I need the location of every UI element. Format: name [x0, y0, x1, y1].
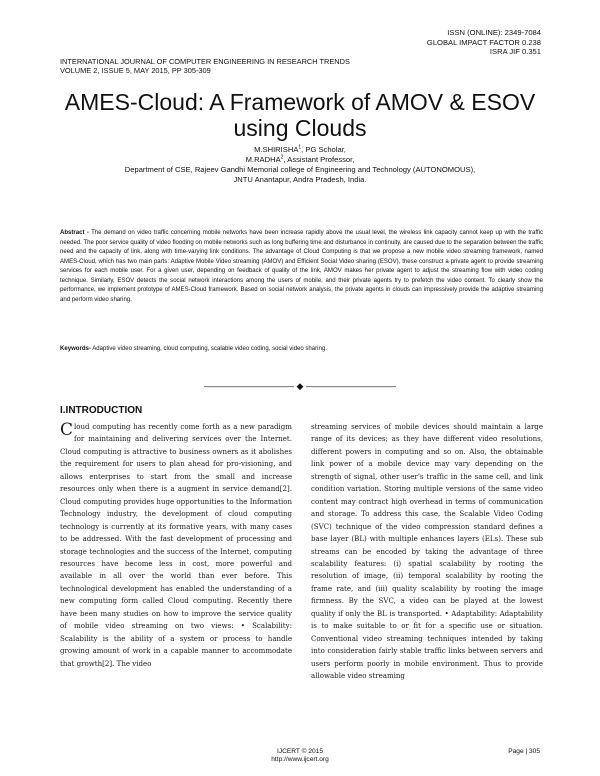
journal-info: [60, 57, 350, 76]
footer-copyright: IJCERT © 2015: [276, 748, 324, 755]
affiliation-2: JNTU Anantapur, Andra Pradesh, India.: [233, 175, 367, 184]
keywords-label: Keywords-: [60, 346, 91, 352]
abstract-text: The demand on video traffic concerning mobile networks have been increase rapidly above the usual level, the wireless link capacity cannot keep up with the traffic needed. The poor service quality of video flooding on mobile networks such as long buffering time and disturbance in continuity, are caused due to the separation between the traffic need and the capacity of link, along with time-varying link conditions. The advantage of Cloud Computing is that we propose a new mobile video streaming framework, named AMES-Cloud, which has two main parts: Adaptive Mobile Video streaming (AMOV) and Efficient Social Video sharing (ESOV), these construct a private agent to provide streaming services for each mobile user. For a given user, depending on feedback of quality of the link, AMOV makes her private agent to adjust the streaming flow with video coding technique. Similarly, ESOV detects the social network interactions among the users of mobile, and their private agents try to prefetch the video content. To clearly show the performance, we implement prototype of AMES-Cloud framework. Based on social network analysis, the private agents in clouds can impressively provide the adaptive streaming and perform video sharing.: [60, 230, 543, 303]
keywords: [60, 345, 543, 354]
impact-factor-text: GLOBAL IMPACT FACTOR 0.238: [426, 37, 541, 47]
affiliation-1: Department of CSE, Rajeev Gandhi Memorial college of Engineering and Technology (AUTONOMOUS),: [124, 165, 476, 174]
intro-paragraph-left: [60, 421, 292, 670]
author-1: [0, 145, 600, 155]
right-column-text: streaming services of mobile devices should maintain a large range of its devices; as they have different video resolutions, different powers in computing and so on. Also, the obtainable link power of a mobile device may vary depending on the strength of signal, other user’s traffic in the same cell, and link condition variation. Storing multiple versions of the same video content may contract high overhead in terms of communication and storage. To address this case, the Scalable Video Coding (SVC) technique of the video compression standard defines a base layer (BL) with multiple enhances layers (ELs). These sub streams can be encoded by taking the advantage of three scalability features: (i) spatial scalability by rooting the resolution of image, (ii) temporal scalability by rooting the frame rate, and (iii) quality scalability by rooting the image firmness. By the SVC, a video can be played at the lowest quality if only the BL is transported. • Adaptability: Adaptability is to make suitable to or fit for a specific use or situation. Conventional video streaming techniques intended by taking into consideration fairly stable traffic links between servers and users perform poorly in mobile environment. Thus to provide allowable video streaming: [311, 422, 543, 681]
keywords-text: Adaptive video streaming, cloud computing, scalable video coding, social video sharing.: [90, 346, 327, 352]
author-2: [0, 155, 600, 165]
journal-metrics: [427, 28, 541, 57]
author-block: [0, 145, 600, 185]
author-1-sup: 1: [298, 144, 302, 151]
section-divider: —————————— ◆ ——————————: [204, 381, 396, 391]
left-column: [60, 421, 292, 670]
volume-line: VOLUME 2, ISSUE 5, MAY 2015, PP 305-309: [60, 66, 211, 76]
journal-name: INTERNATIONAL JOURNAL OF COMPUTER ENGINEERING IN RESEARCH TRENDS: [60, 57, 350, 66]
footer-url[interactable]: http://www.ijcert.org: [271, 756, 329, 763]
title-line-1: AMES-Cloud: A Framework of AMOV & ESOV: [64, 89, 536, 115]
left-column-text: loud computing has recently come forth as a new paradigm for maintaining and delivering services over the Internet. Cloud computing is attractive to business owners as it abolishes the requirement for users to plan ahead for pro-visioning, and allows enterprises to start from the small and increase resources only when there is a augment in service demand[2]. Cloud computing provides huge opportunities to the Information Technology industry, the development of cloud computing technology is currently at its formative years, with many cases to be addressed. With the fast development of processing and storage technologies and the success of the Internet, computing resources have become less in cost, more powerful and available in all over the world than ever before. This technological development has enabled the understanding of a new computing form called Cloud computing. Recently there have been many studies on how to improve the service quality of mobile video streaming on two views: • Scalability: Scalability is the ability of a system or process to handle growing amount of work in a capable manner to accommodate that growth[2]. The video: [60, 422, 292, 668]
page-number: Page | 305: [508, 748, 540, 755]
author-1-name: M.SHIRISHA: [254, 145, 299, 154]
abstract-label: Abstract -: [60, 230, 89, 236]
drop-cap: C: [60, 420, 74, 440]
paper-title: [0, 89, 600, 141]
author-2-sup: 2: [280, 154, 284, 161]
title-line-2: using Clouds: [233, 115, 367, 141]
section-heading: I.INTRODUCTION: [60, 405, 143, 416]
abstract: [60, 229, 543, 305]
author-2-name: M.RADHA: [245, 155, 281, 164]
author-2-role: , Assistant Professor,: [283, 155, 355, 164]
issn-text: ISSN (ONLINE): 2349-7084: [447, 28, 541, 37]
author-1-role: , PG Scholar,: [301, 145, 346, 154]
right-column: [311, 421, 543, 683]
isra-jif-text: ISRA JIF 0.351: [489, 47, 541, 56]
